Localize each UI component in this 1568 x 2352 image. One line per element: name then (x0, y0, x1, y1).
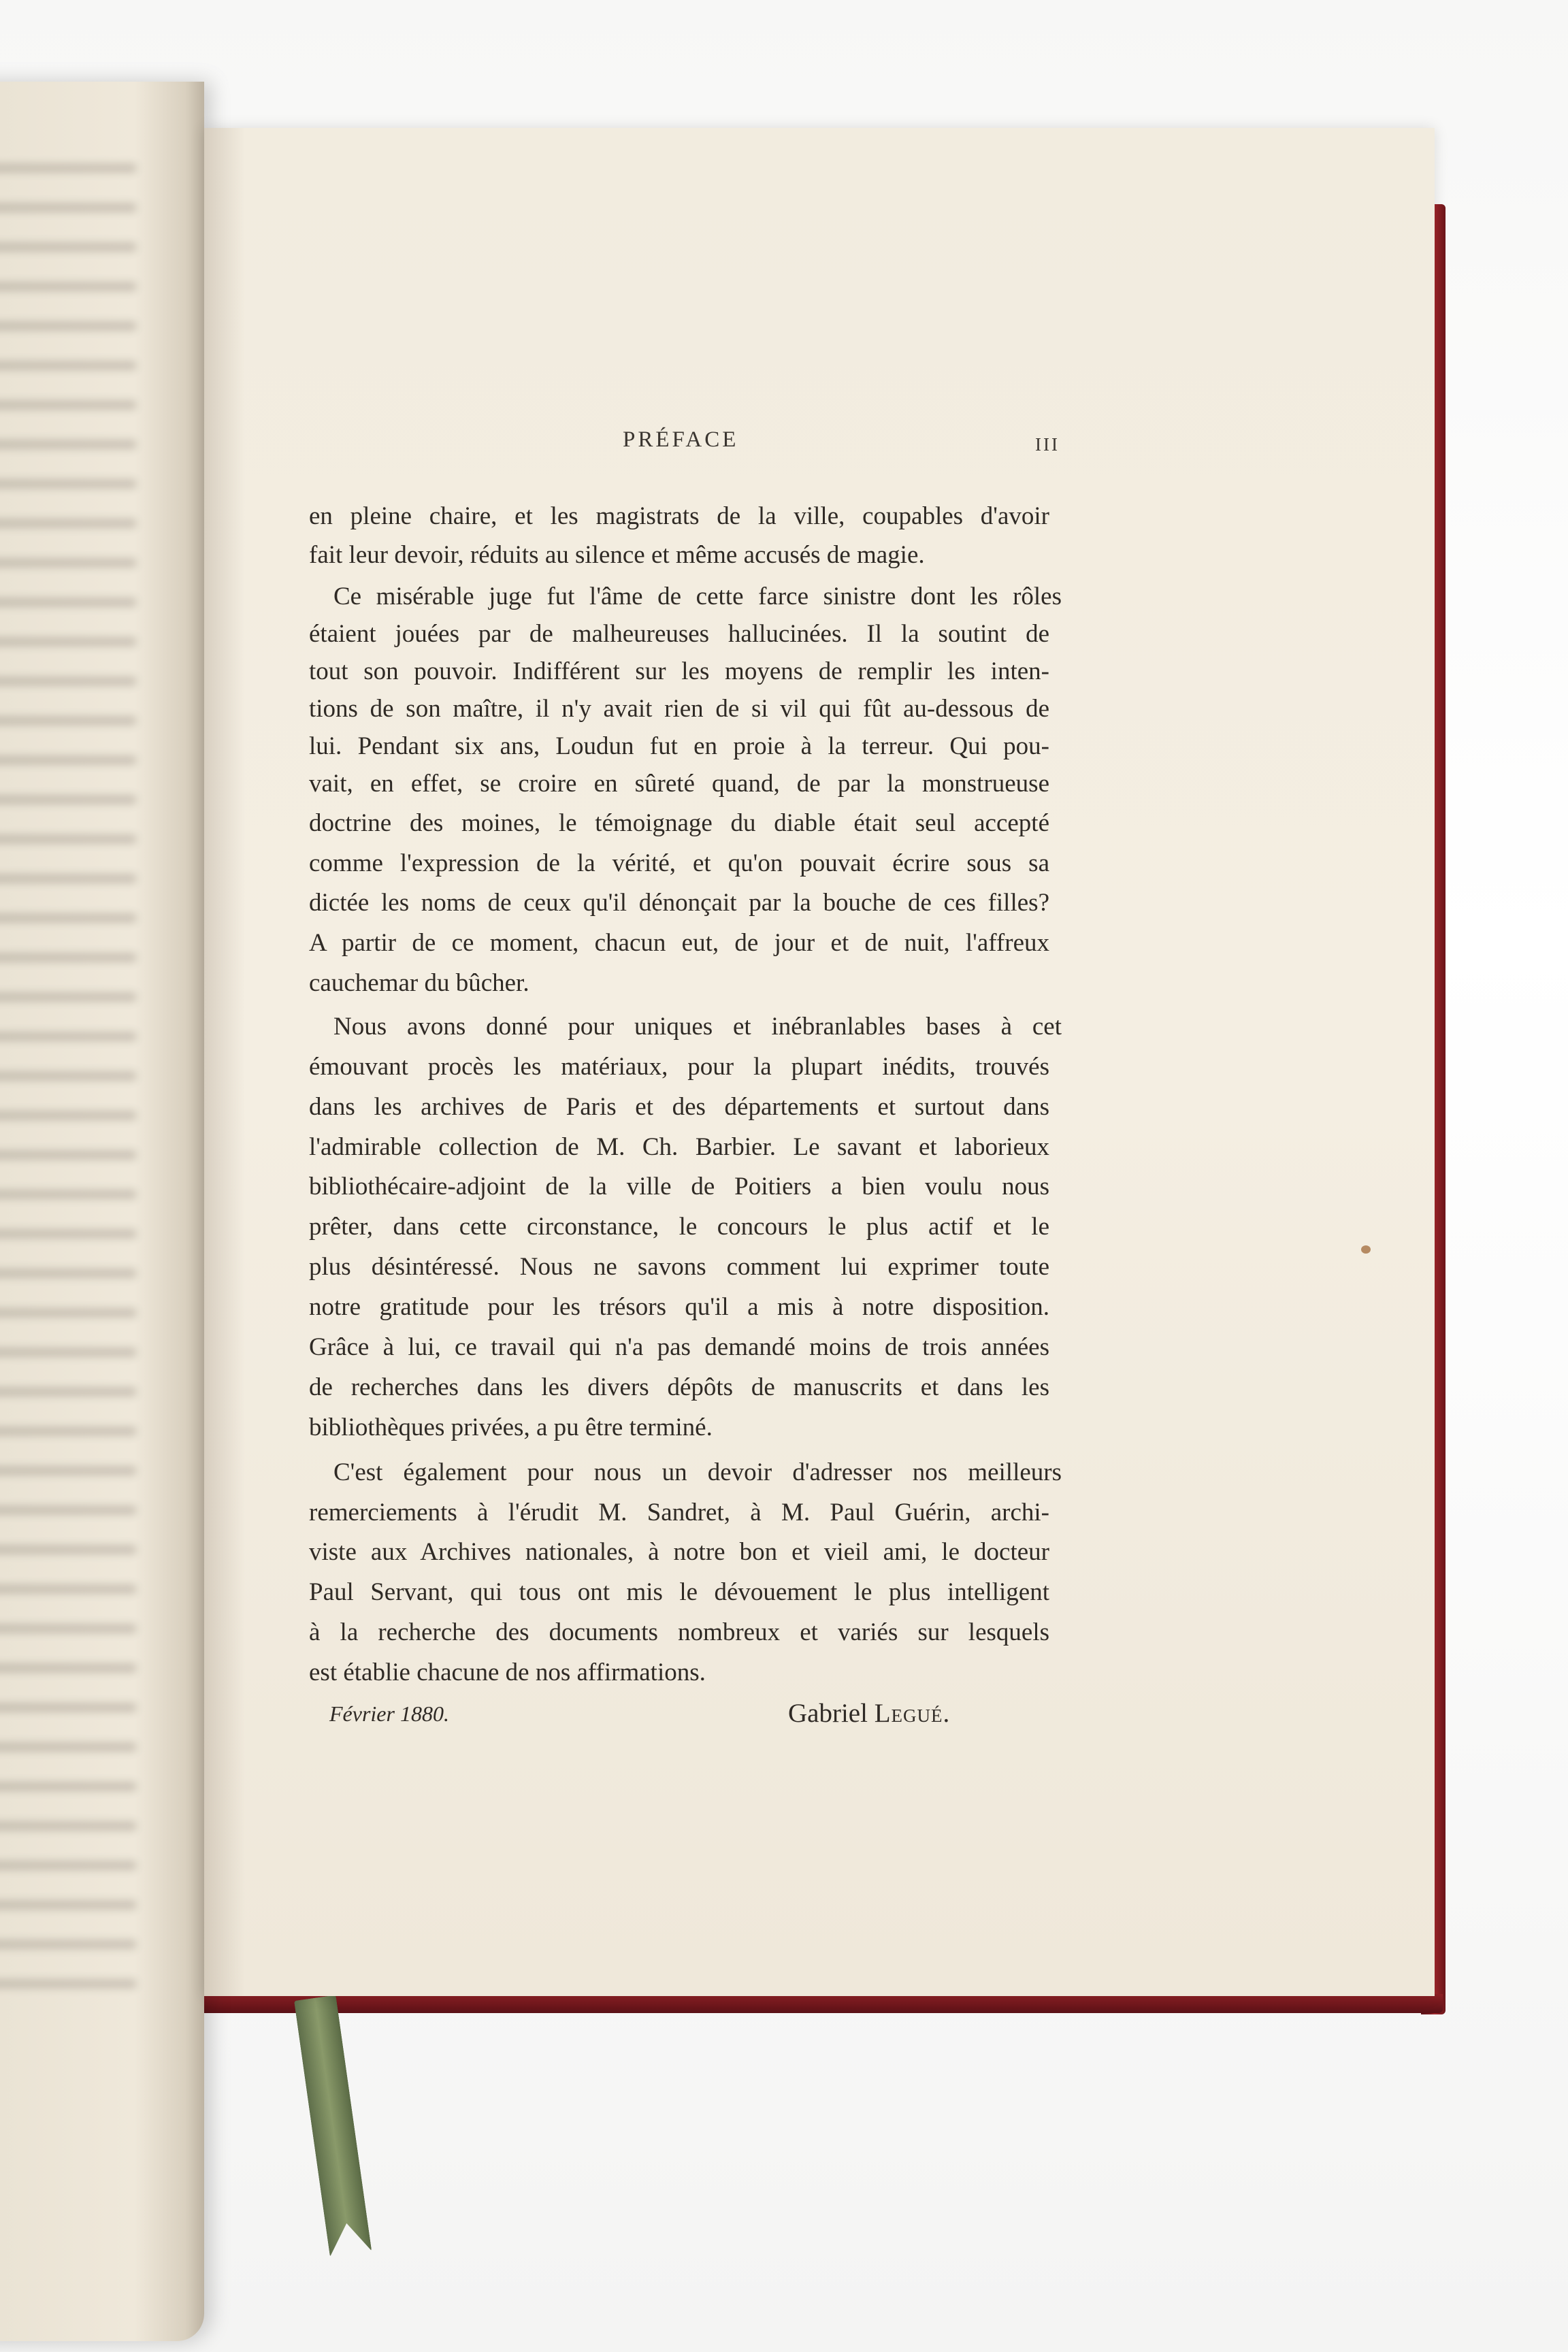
author-first-name: Gabriel (788, 1699, 868, 1728)
text-line: étaient jouées par de malheureuses hallucinées. Il la soutint de (309, 620, 1049, 648)
text-line: de recherches dans les divers dépôts de manuscrits et dans les (309, 1373, 1049, 1401)
bookmark-ribbon (294, 1995, 372, 2257)
text-line: Paul Servant, qui tous ont mis le dévouement le plus intelligent (309, 1578, 1049, 1606)
text-line: tions de son maître, il n'y avait rien de si vil qui fût au-dessous de (309, 695, 1049, 723)
text-line: remerciements à l'érudit M. Sandret, à M. Paul Guérin, archi- (309, 1499, 1049, 1526)
text-line: doctrine des moines, le témoignage du diable était seul accepté (309, 809, 1049, 837)
text-line: Nous avons donné pour uniques et inébranlables bases à cet (333, 1013, 1062, 1041)
text-line: prêter, dans cette circonstance, le concours le plus actif et le (309, 1213, 1049, 1241)
text-line: est établie chacune de nos affirmations. (309, 1659, 706, 1686)
page-number: III (1035, 434, 1060, 455)
text-line: dans les archives de Paris et des départements et surtout dans (309, 1093, 1049, 1121)
author-last-name: Legué. (874, 1699, 951, 1728)
text-line: bibliothécaire-adjoint de la ville de Poitiers a bien voulu nous (309, 1173, 1049, 1200)
text-line: bibliothèques privées, a pu être terminé. (309, 1414, 713, 1441)
text-line: viste aux Archives nationales, à notre bon et vieil ami, le docteur (309, 1538, 1049, 1566)
date-line: Février 1880. (329, 1701, 449, 1726)
text-line: notre gratitude pour les trésors qu'il a mis à notre disposition. (309, 1293, 1049, 1321)
text-line: en pleine chaire, et les magistrats de la ville, coupables d'avoir (309, 502, 1049, 530)
author-signature (788, 1698, 950, 1729)
running-head: PRÉFACE (623, 427, 739, 452)
text-line: Grâce à lui, ce travail qui n'a pas demandé moins de trois années (309, 1333, 1049, 1361)
text-line: l'admirable collection de M. Ch. Barbier. Le savant et laborieux (309, 1133, 1049, 1161)
text-line: cauchemar du bûcher. (309, 969, 529, 997)
text-line: à la recherche des documents nombreux et variés sur lesquels (309, 1618, 1049, 1646)
text-line: lui. Pendant six ans, Loudun fut en proie à la terreur. Qui pou- (309, 732, 1049, 760)
text-line: fait leur devoir, réduits au silence et même accusés de magie. (309, 541, 925, 569)
binding-bottom-edge (75, 1994, 1443, 2013)
text-line: A partir de ce moment, chacun eut, de jour et de nuit, l'affreux (309, 929, 1049, 957)
text-line: dictée les noms de ceux qu'il dénonçait par la bouche de ces filles? (309, 889, 1049, 917)
text-line: comme l'expression de la vérité, et qu'on pouvait écrire sous sa (309, 849, 1049, 877)
text-line: vait, en effet, se croire en sûreté quand, de par la monstrueuse (309, 770, 1049, 798)
text-line: émouvant procès les matériaux, pour la plupart inédits, trouvés (309, 1053, 1049, 1081)
text-line: plus désintéressé. Nous ne savons comment lui exprimer toute (309, 1253, 1049, 1281)
left-page-blurred-text (0, 163, 136, 2001)
text-line: tout son pouvoir. Indifférent sur les moyens de remplir les inten- (309, 657, 1049, 685)
gutter-shadow (204, 128, 245, 1996)
text-line: C'est également pour nous un devoir d'adresser nos meilleurs (333, 1458, 1062, 1486)
paper-spot (1361, 1245, 1371, 1254)
text-line: Ce misérable juge fut l'âme de cette farce sinistre dont les rôles (333, 583, 1062, 610)
left-facing-page (0, 82, 204, 2341)
